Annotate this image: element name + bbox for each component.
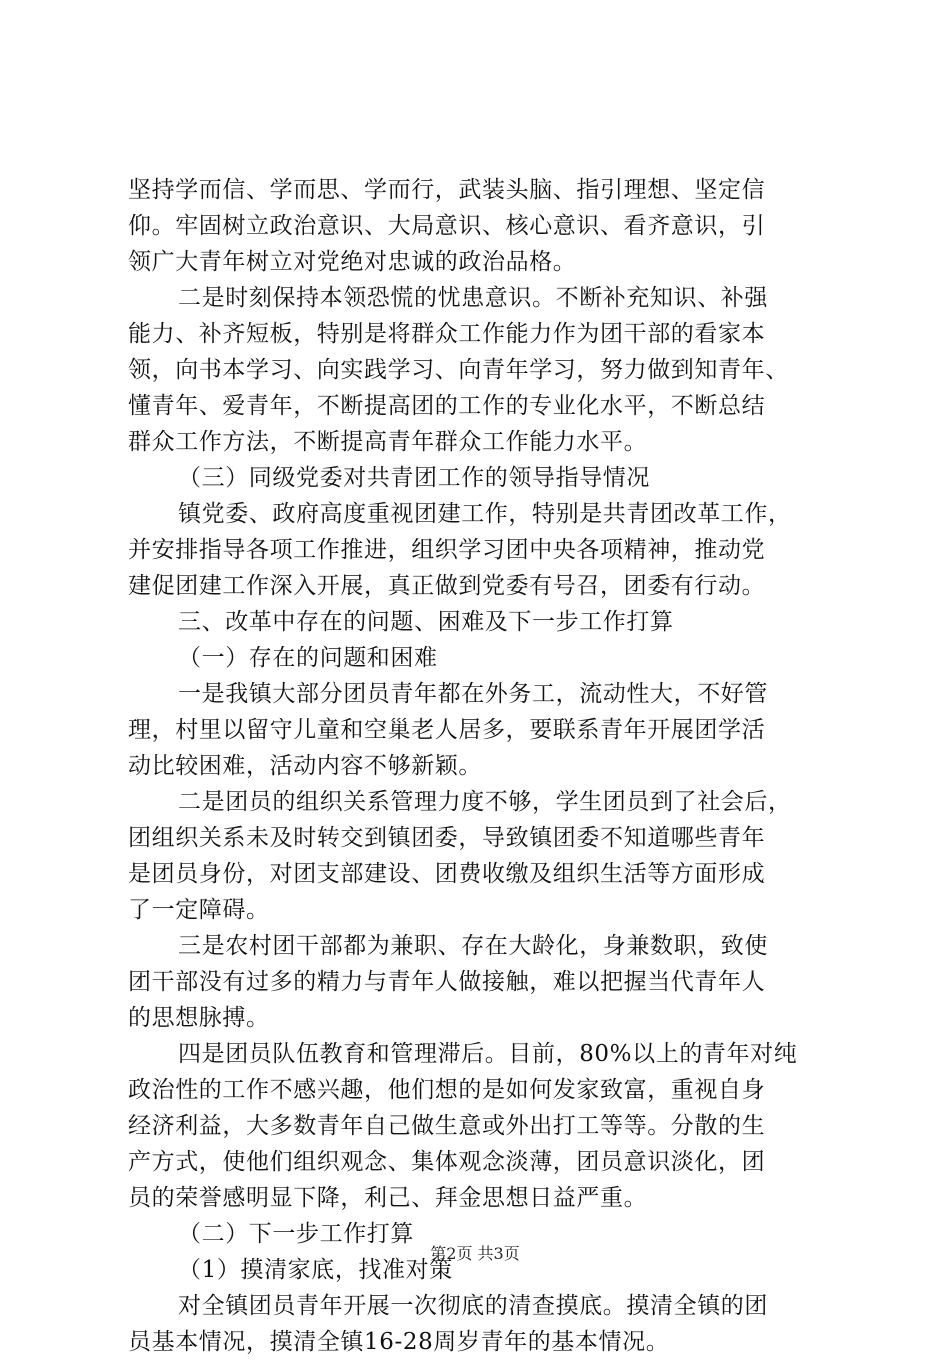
text-line: 经济利益，大多数青年自己做生意或外出打工等等。分散的生 xyxy=(128,1113,766,1139)
text-line: 并安排指导各项工作推进，组织学习团中央各项精神，推动党 xyxy=(128,537,766,563)
text-line: 一是我镇大部分团员青年都在外务工，流动性大，不好管 xyxy=(178,681,768,707)
text-line: 群众工作方法，不断提高青年群众工作能力水平。 xyxy=(128,429,648,455)
text-line: 四是团员队伍教育和管理滞后。目前，80%以上的青年对纯 xyxy=(178,1041,798,1067)
page-number-footer: 第2页 共3页 xyxy=(430,1244,520,1263)
text-line: 能力、补齐短板，特别是将群众工作能力作为团干部的看家本 xyxy=(128,321,766,347)
text-line: 二是时刻保持本领恐慌的忧患意识。不断补充知识、补强 xyxy=(178,285,768,311)
text-line: 仰。牢固树立政治意识、大局意识、核心意识、看齐意识，引 xyxy=(128,213,766,239)
text-line: 员的荣誉感明显下降，利己、拜金思想日益严重。 xyxy=(128,1185,648,1211)
text-line: 员基本情况，摸清全镇16-28周岁青年的基本情况。 xyxy=(128,1329,670,1355)
text-line: 对全镇团员青年开展一次彻底的清查摸底。摸清全镇的团 xyxy=(178,1293,768,1319)
section-heading: （三）同级党委对共青团工作的领导指导情况 xyxy=(178,465,650,491)
document-body xyxy=(128,172,828,1360)
text-line: 了一定障碍。 xyxy=(128,897,270,923)
text-line: 团干部没有过多的精力与青年人做接触，难以把握当代青年人 xyxy=(128,969,766,995)
text-line: 的思想脉搏。 xyxy=(128,1005,270,1031)
section-heading: 三、改革中存在的问题、困难及下一步工作打算 xyxy=(178,609,674,635)
section-heading: （二）下一步工作打算 xyxy=(178,1221,414,1247)
text-line: 理，村里以留守儿童和空巢老人居多，要联系青年开展团学活 xyxy=(128,717,766,743)
text-line: 三是农村团干部都为兼职、存在大龄化，身兼数职，致使 xyxy=(178,933,768,959)
text-line: 领，向书本学习、向实践学习、向青年学习，努力做到知青年、 xyxy=(128,357,789,383)
text-line: 二是团员的组织关系管理力度不够，学生团员到了社会后， xyxy=(178,789,792,815)
section-heading: （一）存在的问题和困难 xyxy=(178,645,438,671)
text-line: 产方式，使他们组织观念、集体观念淡薄，团员意识淡化，团 xyxy=(128,1149,766,1175)
text-line: 镇党委、政府高度重视团建工作，特别是共青团改革工作， xyxy=(178,501,792,527)
text-line: 团组织关系未及时转交到镇团委，导致镇团委不知道哪些青年 xyxy=(128,825,766,851)
text-line: 领广大青年树立对党绝对忠诚的政治品格。 xyxy=(128,249,577,275)
text-line: 是团员身份，对团支部建设、团费收缴及组织生活等方面形成 xyxy=(128,861,766,887)
text-line: 政治性的工作不感兴趣，他们想的是如何发家致富，重视自身 xyxy=(128,1077,766,1103)
section-heading: （1）摸清家底，找准对策 xyxy=(178,1257,453,1283)
text-line: 动比较困难，活动内容不够新颖。 xyxy=(128,753,482,779)
text-line: 建促团建工作深入开展，真正做到党委有号召，团委有行动。 xyxy=(128,573,766,599)
text-line: 懂青年、爱青年，不断提高团的工作的专业化水平，不断总结 xyxy=(128,393,766,419)
text-line: 坚持学而信、学而思、学而行，武装头脑、指引理想、坚定信 xyxy=(128,177,766,203)
